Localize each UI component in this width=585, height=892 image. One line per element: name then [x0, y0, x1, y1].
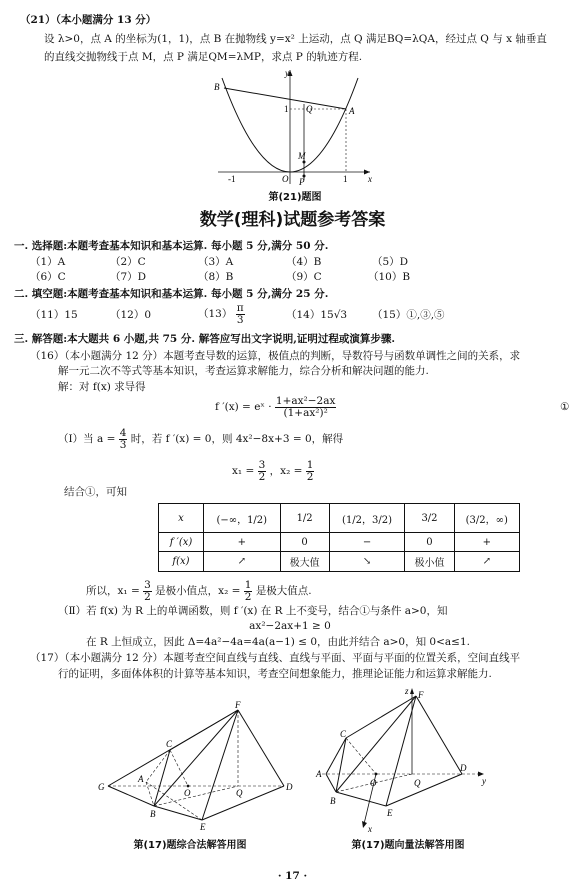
label-a: A	[316, 769, 322, 779]
part1-num: 4	[119, 427, 127, 439]
q17-figure-right	[312, 684, 492, 834]
part1-den: 3	[119, 438, 127, 451]
table-cell: (−∞，1/2)	[204, 504, 281, 533]
answer-2: （2）C	[110, 256, 146, 268]
label-b: B	[150, 809, 156, 819]
edge-cf	[170, 710, 238, 750]
formula-num: 1+ax²−2ax	[275, 395, 336, 407]
x1-den: 2	[258, 470, 266, 483]
q17-caption-left: 第(17)题综合法解答用图	[133, 840, 247, 851]
table-cell: ↘	[329, 552, 405, 572]
part1-pre: （Ⅰ）当 a =	[58, 433, 116, 445]
so-den-2: 2	[244, 590, 252, 603]
label-q: Q	[306, 104, 313, 114]
answer-13-label: （13）	[198, 308, 233, 320]
answer-15: （15）①,③,⑤	[372, 309, 445, 321]
label-q: Q	[236, 788, 243, 798]
label-e: E	[200, 822, 206, 832]
edge-ed	[386, 774, 462, 806]
so-mid: 是极小值点，x₂ =	[155, 585, 241, 597]
so-pre: 所以，x₁ =	[86, 585, 140, 597]
answer-8: （8）B	[198, 271, 234, 283]
edge-bf	[154, 710, 238, 806]
q21-score-note: （本小题满分 13 分）	[55, 14, 157, 26]
point-o	[375, 773, 378, 776]
label-q: Q	[414, 778, 421, 788]
answer-14: （14）15√3	[286, 309, 348, 321]
edge-ed	[202, 786, 284, 820]
answer-13-num: π	[236, 302, 244, 314]
table-cell: (3/2，∞)	[454, 504, 519, 533]
label-o: O	[282, 174, 289, 184]
table-cell: (1/2，3/2)	[329, 504, 405, 533]
so-post: 是极大值点.	[255, 585, 312, 597]
q21-number: （21）	[20, 14, 56, 26]
label-d: D	[460, 763, 467, 773]
label-f: F	[235, 700, 241, 710]
table-cell: −	[329, 533, 405, 552]
label-g: G	[98, 782, 105, 792]
formula-den: (1+ax²)²	[283, 406, 328, 419]
x2-num: 1	[306, 459, 314, 471]
q16-line2: 解一元二次不等式等基本知识，考查运算求解能力，综合分析和解决问题的能力.	[58, 365, 429, 377]
label-a: A	[349, 106, 355, 116]
page-number: · 17 ·	[277, 870, 308, 882]
x2-fraction	[306, 460, 315, 482]
q21-heading	[20, 14, 156, 27]
x-axis-arrow-icon	[362, 821, 367, 828]
q16-roots	[232, 460, 314, 482]
label-o: O	[184, 788, 191, 798]
answer-1: （1）A	[30, 256, 66, 268]
s2-heading: 二. 填空题:本题考查基本知识和基本运算. 每小题 5 分,满分 25 分.	[14, 288, 329, 300]
formula-tag: ①	[560, 401, 570, 413]
q16-part1	[58, 428, 343, 450]
q17-figure-left	[96, 700, 300, 832]
formula-lhs: f ′(x) = eˣ ·	[215, 401, 272, 413]
edge-co	[346, 738, 376, 774]
answer-12: （12）0	[110, 309, 152, 321]
x1-num: 3	[258, 459, 266, 471]
label-y: y	[482, 776, 486, 786]
table-row	[159, 504, 520, 533]
edge-ab	[146, 782, 154, 806]
s1-heading: 一. 选择题:本题考查基本知识和基本运算. 每小题 5 分,满分 50 分.	[14, 240, 329, 252]
sign-table	[158, 503, 520, 572]
edge-ab	[326, 774, 336, 792]
so-fraction-1	[143, 580, 152, 602]
table-cell: 3/2	[405, 504, 454, 533]
q21-figure-caption: 第(21)题图	[268, 192, 322, 203]
answer-13-fraction	[236, 303, 245, 325]
edge-ef	[202, 710, 238, 820]
q16-part2-line3: 在 R 上恒成立，因此 Δ=4a²−4a=4a(a−1) ≤ 0，由此并结合 a>0，知 0<a≤1.	[86, 636, 470, 648]
part1-fraction	[119, 428, 128, 450]
answer-10: （10）B	[368, 271, 411, 283]
table-cell: x	[159, 504, 204, 533]
label-b: B	[214, 82, 220, 92]
label-x: x	[368, 824, 372, 834]
q17-line1: （17）（本小题满分 12 分）本题考查空间直线与直线、直线与平面、平面与平面的位置关系，空间直线平	[30, 652, 521, 664]
label-x: x	[368, 174, 372, 184]
label-f: F	[418, 690, 424, 700]
x2-den: 2	[306, 470, 314, 483]
q21-figure	[210, 64, 380, 186]
label-one-x: 1	[343, 174, 348, 184]
q16-formula	[215, 396, 336, 418]
label-y: y	[285, 68, 289, 78]
label-o: O	[370, 778, 377, 788]
label-d: D	[286, 782, 293, 792]
q17-caption-right: 第(17)题向量法解答用图	[351, 840, 465, 851]
table-cell: 极小值	[405, 552, 454, 572]
label-b: B	[330, 796, 336, 806]
answer-9: （9）C	[286, 271, 322, 283]
table-cell: ↗	[204, 552, 281, 572]
z-axis-arrow-icon	[410, 688, 414, 694]
table-cell: 极大值	[280, 552, 329, 572]
so-den-1: 2	[144, 590, 151, 603]
table-cell: 0	[405, 533, 454, 552]
label-e: E	[387, 808, 393, 818]
q21-line1: 设 λ>0，点 A 的坐标为(1，1)，点 B 在抛物线 y=x² 上运动，点 Q 满足BQ=λQA，经过点 Q 与 x 轴垂直	[44, 33, 547, 45]
q16-line1: （16）（本小题满分 12 分）本题考查导数的运算，极值点的判断，导数符号与函数单调性之间的关系，求	[30, 350, 521, 362]
answer-title: 数学(理科)试题参考答案	[199, 210, 386, 230]
answer-4: （4）B	[286, 256, 322, 268]
table-row	[159, 533, 520, 552]
so-num-2: 1	[244, 579, 252, 591]
label-a: A	[138, 774, 144, 784]
label-one-y: 1	[284, 104, 289, 114]
x1-fraction	[258, 460, 267, 482]
edge-ef	[386, 696, 416, 806]
table-cell: f ′(x)	[159, 533, 204, 552]
label-c: C	[166, 739, 173, 749]
q21-line2: 的直线交抛物线于点 M，点 P 满足QM=λMP，求点 P 的轨迹方程.	[44, 51, 363, 63]
answer-13-den: 3	[236, 313, 244, 326]
table-cell: ↗	[454, 552, 519, 572]
q16-conclusion	[86, 580, 312, 602]
q16-part2-line1: （Ⅱ）若 f(x) 为 R 上的单调函数，则 f ′(x) 在 R 上不变号，结合①与条件 a>0，知	[58, 605, 448, 617]
edge-co	[170, 750, 188, 786]
answer-13	[198, 303, 245, 325]
q16-line3: 解：对 f(x) 求导得	[58, 381, 146, 393]
label-c: C	[340, 729, 347, 739]
table-cell: +	[454, 533, 519, 552]
label-minus-one: -1	[228, 174, 236, 184]
s3-heading: 三. 解答题:本大题共 6 小题,共 75 分. 解答应写出文字说明,证明过程或演算步骤.	[14, 333, 396, 345]
edge-cf	[346, 696, 416, 738]
x1-pre: x₁ =	[232, 465, 255, 477]
formula-fraction	[275, 396, 337, 418]
q17-line2: 行的证明，多面体体积的计算等基本知识，考查空间想象能力，推理论证能力和运算求解能力.	[58, 668, 492, 680]
q16-part2-line2: ax²−2ax+1 ≥ 0	[249, 620, 331, 632]
edge-gb	[108, 786, 154, 806]
q16-combine: 结合①，可知	[64, 486, 127, 498]
edge-ca	[146, 750, 170, 782]
answer-3: （3）A	[198, 256, 234, 268]
x2-pre: ，x₂ =	[269, 465, 303, 477]
answer-6: （6）C	[30, 271, 66, 283]
edge-df	[416, 696, 462, 774]
label-z: z	[405, 686, 409, 696]
edge-be	[336, 792, 386, 806]
table-cell: +	[204, 533, 281, 552]
part1-post: 时，若 f ′(x) = 0，则 4x²−8x+3 = 0，解得	[130, 433, 344, 445]
table-cell: 1/2	[280, 504, 329, 533]
point-o	[187, 785, 190, 788]
table-cell: f(x)	[159, 552, 204, 572]
table-cell: 0	[280, 533, 329, 552]
table-row	[159, 552, 520, 572]
so-fraction-2	[244, 580, 253, 602]
answer-7: （7）D	[110, 271, 147, 283]
answer-11: （11）15	[30, 309, 78, 321]
label-m: M	[298, 151, 306, 161]
so-num-1: 3	[144, 579, 151, 591]
label-p: P	[299, 177, 305, 186]
answer-5: （5）D	[372, 256, 409, 268]
edge-df	[238, 710, 284, 786]
edge-be	[154, 806, 202, 820]
